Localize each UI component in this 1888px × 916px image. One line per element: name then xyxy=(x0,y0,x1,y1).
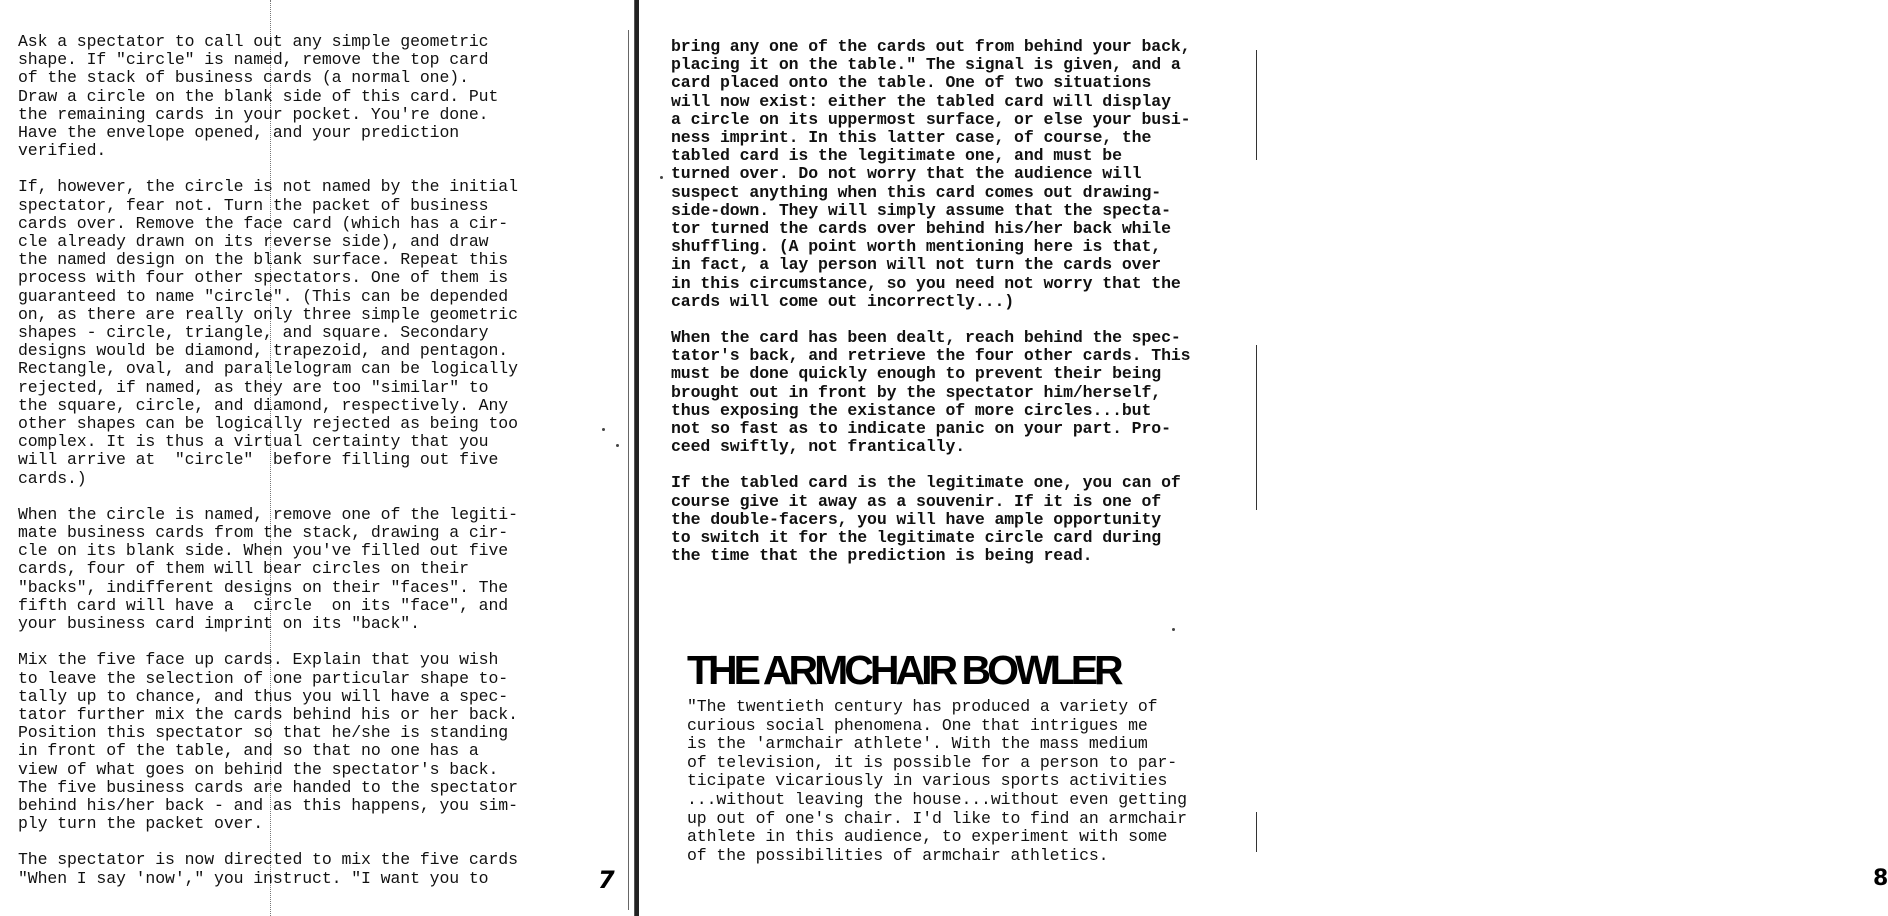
page-number-right: 8 xyxy=(1873,866,1888,891)
text-line: is the 'armchair athlete'. With the mass medium xyxy=(687,734,1148,754)
paragraph xyxy=(671,38,1256,311)
text-line: cards, four of them will bear circles on their xyxy=(18,559,469,579)
text-line: Have the envelope opened, and your prediction xyxy=(18,123,460,143)
text-line: course give it away as a souvenir. If it is one of xyxy=(671,491,1162,511)
text-line: the double-facers, you will have ample opportunity xyxy=(671,509,1162,529)
text-line: the named design on the blank surface. Repeat this xyxy=(18,250,509,270)
text-line: Draw a circle on the blank side of this card. Put xyxy=(18,86,499,106)
text-line: process with four other spectators. One of them is xyxy=(18,268,509,288)
text-line: If the tabled card is the legitimate one, you can of xyxy=(671,473,1181,493)
text-line: up out of one's chair. I'd like to find an armchair xyxy=(687,808,1187,828)
text-line: must be done quickly enough to prevent their being xyxy=(671,364,1162,384)
text-line: the remaining cards in your pocket. You're done. xyxy=(18,104,489,124)
scan-edge-mark xyxy=(1256,50,1257,160)
scan-speck xyxy=(1172,628,1175,631)
scan-speck xyxy=(660,176,663,179)
text-line: a circle on its uppermost surface, or else your busi- xyxy=(671,109,1191,129)
text-line: "When I say 'now'," you instruct. "I want you to xyxy=(18,868,489,888)
text-line: tally up to chance, and thus you will have a spec- xyxy=(18,686,509,706)
right-page xyxy=(641,0,1888,916)
text-line: shuffling. (A point worth mentioning here is that, xyxy=(671,237,1162,257)
paragraph xyxy=(671,329,1256,456)
paragraph xyxy=(18,651,588,833)
right-text-column xyxy=(671,38,1256,583)
page-number-left: 7 xyxy=(598,866,615,894)
text-line: The spectator is now directed to mix the five cards xyxy=(18,850,518,870)
text-line: When the circle is named, remove one of the legiti- xyxy=(18,504,518,524)
left-page xyxy=(0,0,630,916)
scan-speck xyxy=(616,444,619,447)
paragraph xyxy=(18,506,588,633)
text-line: spectator, fear not. Turn the packet of business xyxy=(18,195,489,215)
text-line: tor turned the cards over behind his/her back while xyxy=(671,219,1171,239)
text-line: When the card has been dealt, reach behind the spec- xyxy=(671,328,1181,348)
left-text-column xyxy=(18,33,588,906)
text-line: will arrive at "circle" before filling out five xyxy=(18,450,499,470)
text-line: complex. It is thus a virtual certainty that you xyxy=(18,432,489,452)
text-line: of the possibilities of armchair athletics. xyxy=(687,845,1109,865)
text-line: shape. If "circle" is named, remove the top card xyxy=(18,50,489,70)
text-line: behind his/her back - and as this happens, you sim- xyxy=(18,795,518,815)
text-line: on, as there are really only three simple geometric xyxy=(18,304,518,324)
text-line: tator further mix the cards behind his or her back. xyxy=(18,704,518,724)
text-line: of the stack of business cards (a normal one). xyxy=(18,68,469,88)
text-line: Ask a spectator to call out any simple geometric xyxy=(18,32,489,51)
text-line: mate business cards from the stack, drawing a cir- xyxy=(18,523,509,543)
text-line: side-down. They will simply assume that the specta- xyxy=(671,200,1171,220)
text-line: verified. xyxy=(18,141,107,161)
text-line: cards over. Remove the face card (which has a cir- xyxy=(18,213,509,233)
text-line: "The twentieth century has produced a variety of xyxy=(687,697,1158,716)
scan-speck xyxy=(602,428,605,431)
text-line: cle already drawn on its reverse side), and draw xyxy=(18,232,489,252)
text-line: thus exposing the existance of more circles...but xyxy=(671,400,1152,420)
text-line: the square, circle, and diamond, respectively. Any xyxy=(18,395,509,415)
text-line: other shapes can be logically rejected as being too xyxy=(18,414,518,434)
text-line: fifth card will have a circle on its "face", and xyxy=(18,595,509,615)
text-line: to leave the selection of one particular shape to- xyxy=(18,668,509,688)
page-fold xyxy=(634,0,639,916)
paragraph xyxy=(18,33,588,160)
scan-edge-mark xyxy=(1256,812,1257,852)
text-line: the time that the prediction is being read. xyxy=(671,546,1093,566)
text-line: card placed onto the table. One of two situations xyxy=(671,73,1152,93)
section-heading: THE ARMCHAIR BOWLER xyxy=(687,647,1120,693)
paragraph xyxy=(671,474,1256,565)
text-line: If, however, the circle is not named by the initial xyxy=(18,177,518,197)
text-line: shapes - circle, triangle, and square. Secondary xyxy=(18,323,489,343)
text-line: bring any one of the cards out from behind your back, xyxy=(671,37,1191,56)
text-line: will now exist: either the tabled card will display xyxy=(671,91,1171,111)
intro-text-column xyxy=(687,698,1247,883)
text-line: suspect anything when this card comes out drawing- xyxy=(671,182,1162,202)
text-line: ply turn the packet over. xyxy=(18,814,264,834)
paragraph xyxy=(18,178,588,487)
text-line: tator's back, and retrieve the four other cards. This xyxy=(671,346,1191,366)
text-line: ness imprint. In this latter case, of course, the xyxy=(671,128,1152,148)
text-line: rejected, if named, as they are too "similar" to xyxy=(18,377,489,397)
text-line: of television, it is possible for a person to par- xyxy=(687,752,1178,772)
intro-paragraph xyxy=(687,698,1247,865)
text-line: cards will come out incorrectly...) xyxy=(671,291,1015,311)
text-line: The five business cards are handed to the spectator xyxy=(18,777,518,797)
text-line: Mix the five face up cards. Explain that you wish xyxy=(18,650,499,670)
text-line: ticipate vicariously in various sports activities xyxy=(687,771,1168,791)
text-line: placing it on the table." The signal is given, and a xyxy=(671,55,1181,75)
text-line: to switch it for the legitimate circle card during xyxy=(671,528,1162,548)
scan-edge-mark xyxy=(1256,345,1257,510)
text-line: in this circumstance, so you need not worry that the xyxy=(671,273,1181,293)
text-line: in fact, a lay person will not turn the cards over xyxy=(671,255,1162,275)
text-line: view of what goes on behind the spectator's back. xyxy=(18,759,499,779)
text-line: designs would be diamond, trapezoid, and pentagon. xyxy=(18,341,509,361)
text-line: your business card imprint on its "back". xyxy=(18,614,420,634)
text-line: athlete in this audience, to experiment with some xyxy=(687,827,1168,847)
text-line: turned over. Do not worry that the audience will xyxy=(671,164,1142,184)
text-line: ceed swiftly, not frantically. xyxy=(671,437,966,457)
text-line: curious social phenomena. One that intrigues me xyxy=(687,715,1148,735)
text-line: cle on its blank side. When you've filled out five xyxy=(18,541,509,561)
text-line: "backs", indifferent designs on their "faces". The xyxy=(18,577,509,597)
text-line: tabled card is the legitimate one, and must be xyxy=(671,146,1122,166)
text-line: brought out in front by the spectator him/herself, xyxy=(671,382,1162,402)
text-line: not so fast as to indicate panic on your part. Pro- xyxy=(671,419,1171,439)
paragraph xyxy=(18,851,588,887)
text-line: Position this spectator so that he/she is standing xyxy=(18,723,509,743)
page-fold-shadow xyxy=(628,30,629,910)
text-line: ...without leaving the house...without even getting xyxy=(687,789,1187,809)
text-line: Rectangle, oval, and parallelogram can be logically xyxy=(18,359,518,379)
text-line: guaranteed to name "circle". (This can be depended xyxy=(18,286,509,306)
text-line: cards.) xyxy=(18,468,87,488)
text-line: in front of the table, and so that no one has a xyxy=(18,741,479,761)
